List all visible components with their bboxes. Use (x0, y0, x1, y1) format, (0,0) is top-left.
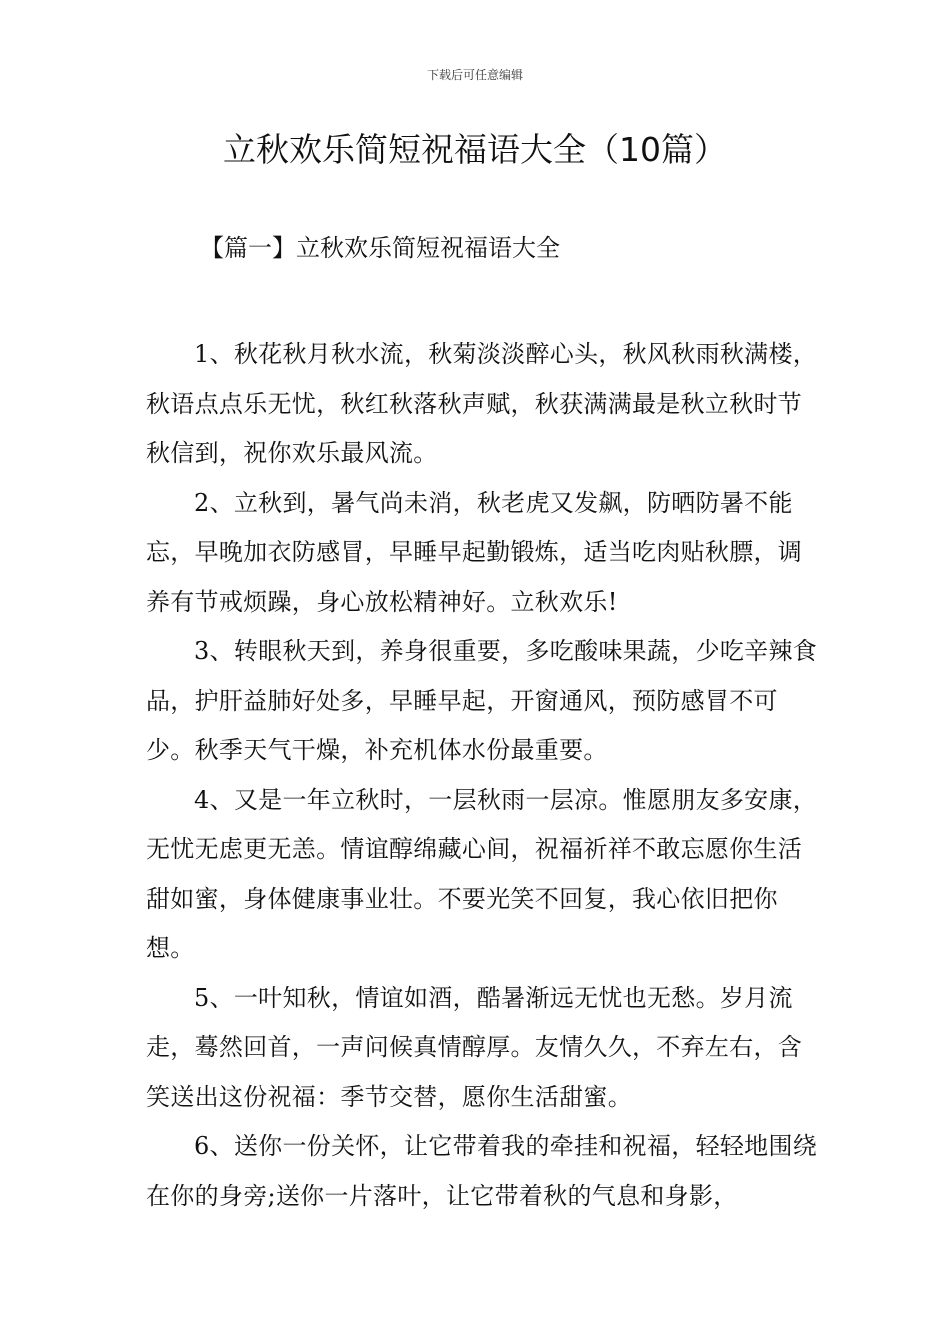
paragraph-1: 1、秋花秋月秋水流，秋菊淡淡醉心头，秋风秋雨秋满楼，秋语点点乐无忧，秋红秋落秋声赋，秋获满满最是秋立秋时节秋信到，祝你欢乐最风流。 (146, 340, 818, 467)
paragraph-4: 4、又是一年立秋时，一层秋雨一层凉。惟愿朋友多安康，无忧无虑更无恙。情谊醇绵藏心间，祝福祈祥不敢忘愿你生活甜如蜜，身体健康事业壮。不要光笑不回复，我心依旧把你想。 (146, 785, 818, 962)
paragraph-3: 3、转眼秋天到，养身很重要，多吃酸味果蔬，少吃辛辣食品，护肝益肺好处多，早睡早起，开窗通风，预防感冒不可少。秋季天气干燥，补充机体水份最重要。 (146, 637, 818, 764)
paragraph-5: 5、一叶知秋，情谊如酒，酷暑渐远无忧也无愁。岁月流走，蓦然回首，一声问候真情醇厚。友情久久，不弃左右，含笑送出这份祝福：季节交替，愿你生活甜蜜。 (146, 983, 803, 1111)
header-note: 下载后可任意编辑 (426, 68, 523, 82)
paragraph-2: 2、立秋到，暑气尚未消，秋老虎又发飙，防晒防暑不能忘，早晚加衣防感冒，早睡早起勤锻炼，适当吃肉贴秋膘，调养有节戒烦躁，身心放松精神好。立秋欢乐! (146, 488, 803, 616)
document-body (146, 330, 826, 1221)
document-title: 立秋欢乐简短祝福语大全（10篇） (223, 130, 727, 169)
section-heading: 【篇一】立秋欢乐简短祝福语大全 (200, 234, 560, 262)
paragraph-6: 6、送你一份关怀，让它带着我的牵挂和祝福，轻轻地围绕在你的身旁;送你一片落叶，让它带着秋的气息和身影， (146, 1132, 818, 1210)
